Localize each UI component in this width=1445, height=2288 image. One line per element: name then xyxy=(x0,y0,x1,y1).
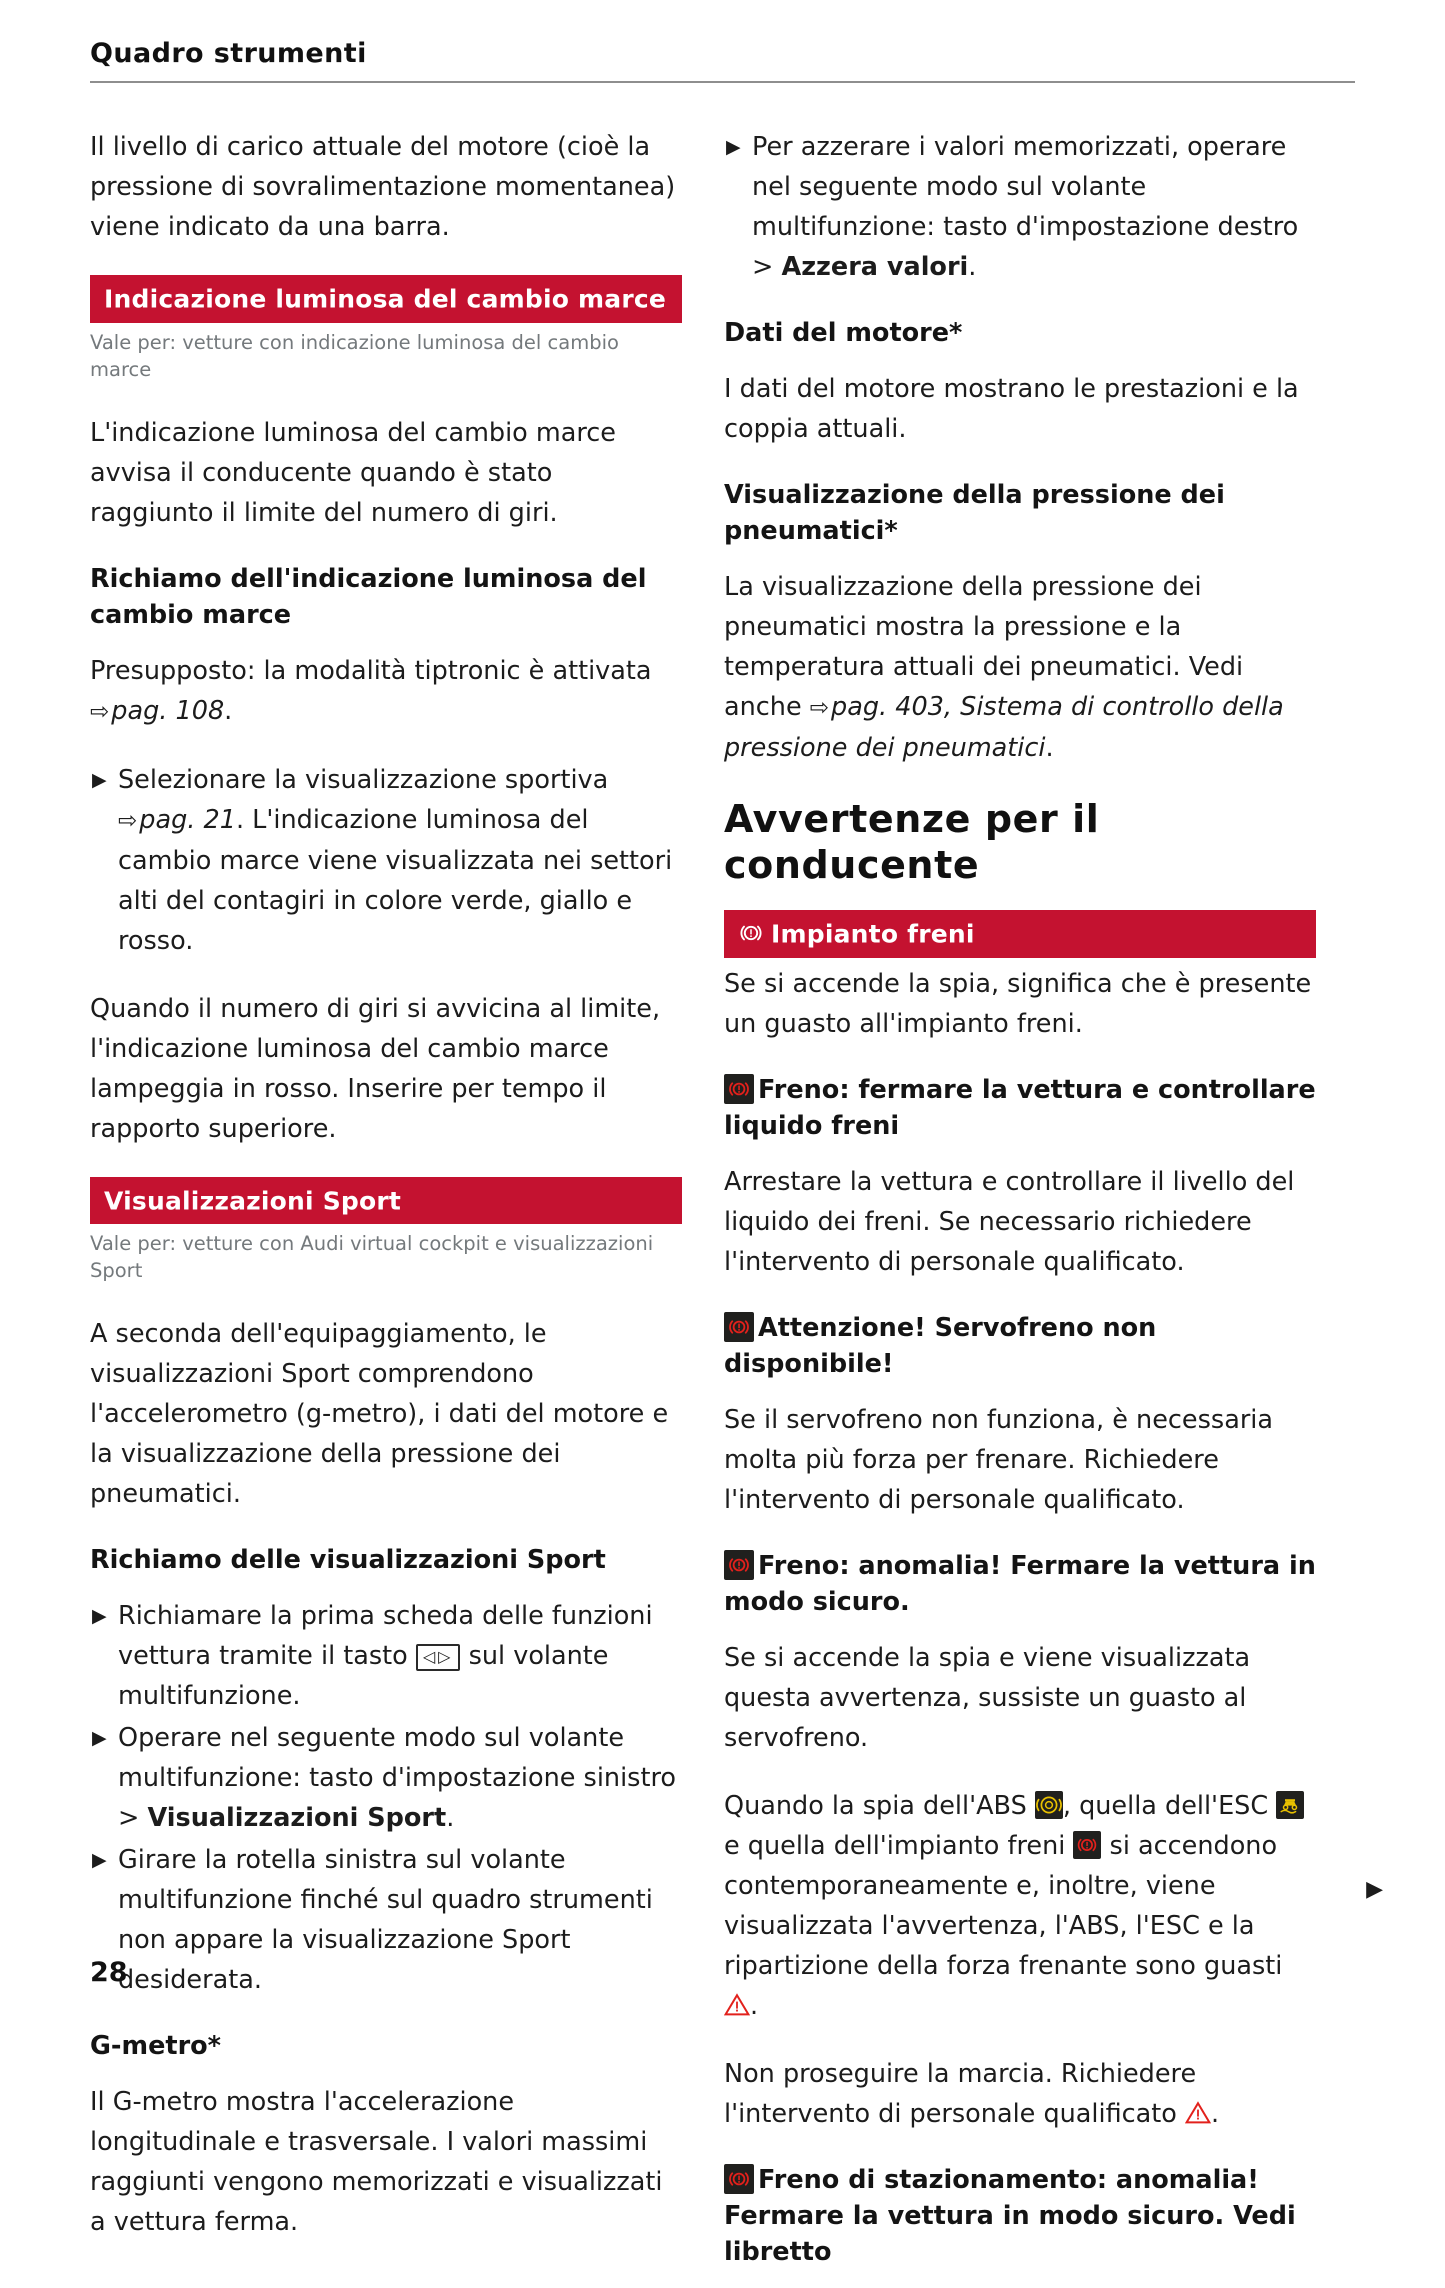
brake-telltale-icon xyxy=(724,2164,754,2194)
xref-arrow-icon: ⇨ xyxy=(90,698,110,725)
shift-light-paragraph: L'indicazione luminosa del cambio marce avvisa il conducente quando è stato raggiunto il limite del numero di giri. xyxy=(90,417,616,528)
g-meter-paragraph: Il G-metro mostra l'accelerazione longitudinale e trasversale. I valori massimi raggiunti vengono memorizzati e visualizzati a vettura ferma. xyxy=(90,2087,663,2237)
list-item xyxy=(90,1596,682,1716)
bullet-triangle-icon: ▶ xyxy=(92,1727,107,1749)
menu-path-sport-displays: Visualizzazioni Sport xyxy=(147,1803,447,1833)
prerequisite-paragraph xyxy=(90,651,682,732)
subheading-sport-displays-recall: Richiamo delle visualizzazioni Sport xyxy=(90,1545,606,1575)
brake-telltale-icon xyxy=(724,1312,754,1342)
two-column-layout xyxy=(90,127,1355,2288)
rocker-switch-key-icon[interactable]: ◁▷ xyxy=(416,1644,461,1671)
page-reference-108[interactable]: pag. 108 xyxy=(111,695,225,726)
warning-title-3 xyxy=(724,1548,1316,1620)
final-text-1: Non proseguire la marcia. Richiedere l'intervento di personale qualificato xyxy=(724,2058,1197,2129)
bullet-text-pre-bold: Per azzerare i valori memorizzati, operare nel seguente modo sul volante multifunzione: tasto d'impostazione destro > xyxy=(752,132,1299,282)
brake-telltale-icon xyxy=(724,1074,754,1104)
warning-title-1 xyxy=(724,1072,1316,1144)
bullet-text-post-bold: . xyxy=(968,252,977,282)
warning-title-text: Freno: fermare la vettura e controllare liquido freni xyxy=(724,1074,1316,1141)
brake-telltale-icon xyxy=(724,1550,754,1580)
list-item xyxy=(90,1840,682,2000)
subheading-shift-light-recall: Richiamo dell'indicazione luminosa del cambio marce xyxy=(90,563,647,630)
sport-displays-bullet-list xyxy=(90,1596,682,2000)
telltale-text-3: e quella dell'impianto freni xyxy=(724,1830,1074,1861)
bullet-triangle-icon: ▶ xyxy=(92,1605,107,1627)
warning-triangle-icon xyxy=(1185,2100,1211,2126)
warning-triangle-icon xyxy=(724,1992,750,2018)
brake-warning-icon xyxy=(738,920,764,946)
list-item xyxy=(90,760,682,961)
banner-label: Impianto freni xyxy=(771,919,975,949)
tyre-pressure-text-pre: La visualizzazione della pressione dei pneumatici mostra la pressione e la temperatura attuali dei pneumatici. Vedi anche xyxy=(724,572,1244,722)
tyre-pressure-paragraph xyxy=(724,567,1316,768)
banner-label: Visualizzazioni Sport xyxy=(104,1186,402,1215)
final-text-2: . xyxy=(1211,2098,1220,2129)
banner-label: Indicazione luminosa del cambio marce xyxy=(104,284,667,314)
abs-telltale-icon xyxy=(1035,1791,1063,1819)
warning-body-1: Arrestare la vettura e controllare il livello del liquido dei freni. Se necessario richiedere l'intervento di personale qualificato. xyxy=(724,1166,1295,1277)
subheading-g-meter: G-metro* xyxy=(90,2031,221,2061)
page-number: 28 xyxy=(90,1957,128,1988)
bullet-triangle-icon: ▶ xyxy=(92,1849,107,1871)
bullet-triangle-icon: ▶ xyxy=(726,136,741,158)
reset-values-bullet-list xyxy=(724,127,1316,287)
section-banner-brake-system xyxy=(724,910,1316,958)
bullet-text-pre-key: Richiamare la prima scheda delle funzioni vettura tramite il tasto xyxy=(118,1601,653,1671)
shift-light-bullet-list xyxy=(90,760,682,961)
intro-paragraph: Il livello di carico attuale del motore (cioè la pressione di sovralimentazione momentanea) viene indicato da una barra. xyxy=(90,132,676,242)
warning-title-text: Freno di stazionamento: anomalia! Fermare la vettura in modo sicuro. Vedi libretto xyxy=(724,2164,1296,2267)
brake-telltale-icon xyxy=(1073,1831,1101,1859)
left-column xyxy=(90,127,682,2270)
bullet-triangle-icon: ▶ xyxy=(92,768,107,791)
warning-body-2: Se il servofreno non funziona, è necessaria molta più forza per frenare. Richiedere l'intervento di personale qualificato. xyxy=(724,1404,1274,1515)
bullet-text: Girare la rotella sinistra sul volante multifunzione finché sul quadro strumenti non appare la visualizzazione Sport desiderata. xyxy=(118,1845,653,1995)
list-item xyxy=(724,127,1316,287)
subheading-tyre-pressure: Visualizzazione della pressione dei pneumatici* xyxy=(724,480,1225,546)
page-reference-21[interactable]: pag. 21 xyxy=(139,804,236,835)
bullet-text-post: . L'indicazione luminosa del cambio marce viene visualizzata nei settori alti del contagiri in colore verde, giallo e rosso. xyxy=(118,804,673,956)
esc-telltale-icon xyxy=(1276,1791,1304,1819)
do-not-continue-paragraph xyxy=(724,2054,1316,2134)
list-item xyxy=(90,1718,682,1838)
warning-title-text: Freno: anomalia! Fermare la vettura in modo sicuro. xyxy=(724,1550,1316,1617)
prerequisite-lead: Presupposto: la modalità tiptronic è attivata xyxy=(90,655,652,686)
telltale-text-5: . xyxy=(750,1990,759,2021)
tyre-pressure-text-post: . xyxy=(1045,733,1054,763)
sport-displays-paragraph: A seconda dell'equipaggiamento, le visualizzazioni Sport comprendono l'accelerometro (g-metro), i dati del motore e la visualizzazione della pressione dei pneumatici. xyxy=(90,1319,669,1509)
page-title-driver-warnings: Avvertenze per il conducente xyxy=(724,797,1100,887)
xref-arrow-icon: ⇨ xyxy=(809,695,830,721)
telltale-text-4: si accendono contemporaneamente e, inoltre, viene visualizzata l'avvertenza, l'ABS, l'ESC e la ripartizione della forza frenante sono guasti xyxy=(724,1830,1283,1981)
engine-data-paragraph: I dati del motore mostrano le prestazioni e la coppia attuali. xyxy=(724,374,1299,444)
telltale-text-1: Quando la spia dell'ABS xyxy=(724,1790,1035,1821)
right-column xyxy=(724,127,1316,2288)
running-head: Quadro strumenti xyxy=(90,38,367,69)
xref-arrow-icon: ⇨ xyxy=(118,807,138,834)
validity-note-shift-light: Vale per: vetture con indicazione luminosa del cambio marce xyxy=(90,330,619,381)
warning-title-2 xyxy=(724,1310,1316,1382)
shift-light-closing-paragraph: Quando il numero di giri si avvicina al limite, l'indicazione luminosa del cambio marce lampeggia in rosso. Inserire per tempo il rapporto superiore. xyxy=(90,993,661,1144)
warning-title-text: Attenzione! Servofreno non disponibile! xyxy=(724,1312,1157,1379)
brake-system-paragraph: Se si accende la spia, significa che è presente un guasto all'impianto freni. xyxy=(724,968,1312,1039)
bullet-text-pre: Selezionare la visualizzazione sportiva xyxy=(118,764,609,795)
bullet-text-pre-bold: Operare nel seguente modo sul volante multifunzione: tasto d'impostazione sinistro > xyxy=(118,1723,676,1833)
telltale-text-2: , quella dell'ESC xyxy=(1062,1790,1277,1821)
bullet-text-post-bold: . xyxy=(446,1803,455,1833)
bullet-text-post-key: sul volante multifunzione. xyxy=(118,1641,609,1711)
warning-body-3: Se si accende la spia e viene visualizzata questa avvertenza, sussiste un guasto al servofreno. xyxy=(724,1642,1251,1753)
prerequisite-tail: . xyxy=(224,695,233,726)
header-rule xyxy=(90,81,1355,83)
warning-title-parking-brake xyxy=(724,2162,1316,2270)
section-banner-shift-light xyxy=(90,275,682,323)
telltale-combination-paragraph xyxy=(724,1786,1316,2026)
validity-note-sport-displays: Vale per: vetture con Audi virtual cockpit e visualizzazioni Sport xyxy=(90,1232,654,1282)
menu-path-reset-values: Azzera valori xyxy=(781,252,969,282)
page-reference-403[interactable]: pag. 403, Sistema di controllo della pressione dei pneumatici xyxy=(724,692,1284,763)
section-banner-sport-displays xyxy=(90,1177,682,1225)
subheading-engine-data: Dati del motore* xyxy=(724,318,963,348)
continuation-arrow-icon: ▶ xyxy=(1366,1877,1383,1902)
